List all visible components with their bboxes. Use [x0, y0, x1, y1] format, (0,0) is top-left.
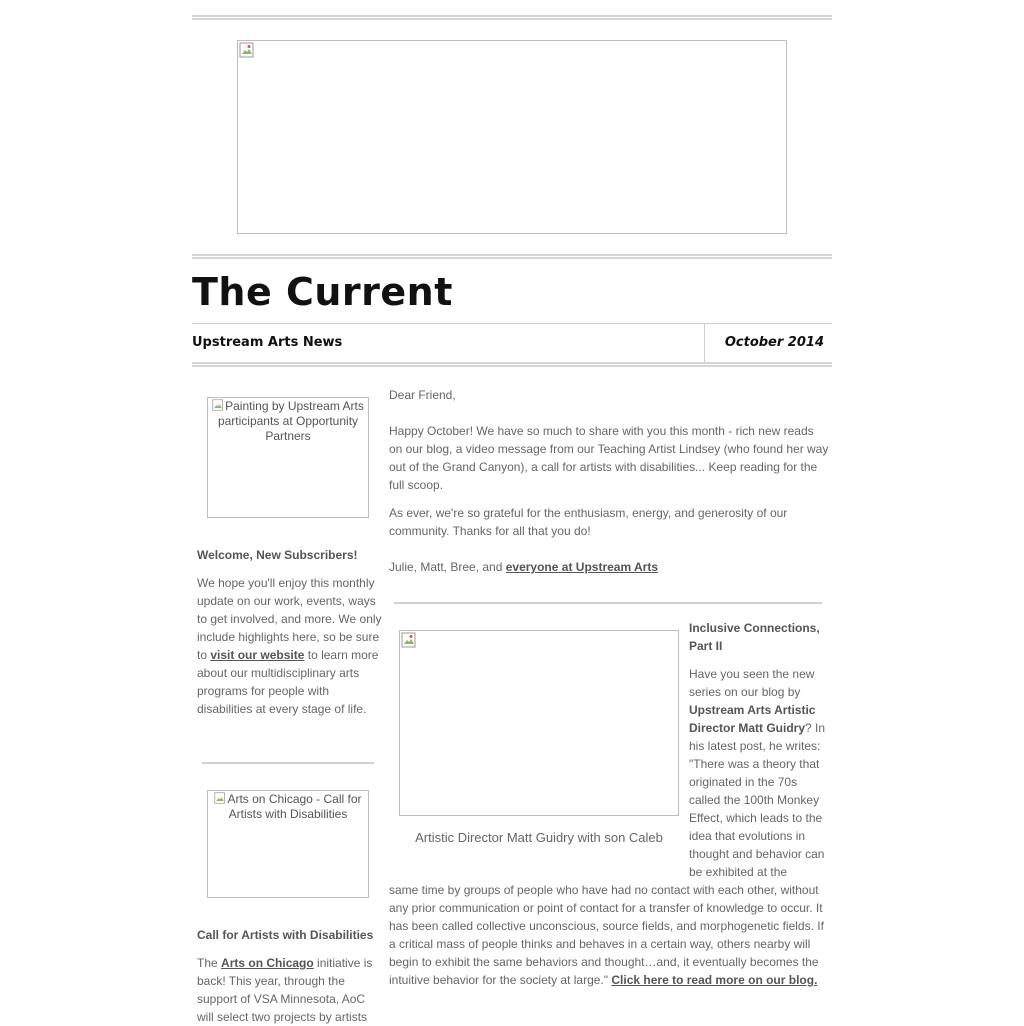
image-alt-text: Arts on Chicago - Call for Artists with Disabilities	[227, 792, 362, 821]
newsletter-title: The Current	[192, 270, 453, 314]
article-text-wide: same time by groups of people who have had no contact with each other, without any prior communication or point of contact for a transfer of knowledge to occur. It has been called collective unconscious, source fields, and morphogenetic fields. If a critical mass of people thinks and behaves in a certain way, others nearby will begin to exhibit the same behaviors and thought…and, it eventually becomes the intuitive behavior for the society at large." Click here to read more on our blog.	[389, 883, 824, 987]
title-top-divider	[192, 254, 832, 259]
newsletter	[192, 0, 832, 1024]
greeting: Dear Friend,	[389, 388, 456, 402]
banner-image	[237, 40, 787, 234]
subhead-bottom-divider	[192, 362, 832, 367]
signoff: Julie, Matt, Bree, and everyone at Upstream Arts	[389, 560, 659, 574]
article-text-narrow: Have you seen the new series on our blog by Upstream Arts Artistic Director Matt Guidry? In his latest post, he writes: "There was a theory that originated in the 70s called the 100th Monkey Effect, which leads to the idea that evolutions in thought and behavior can be exhibited at the	[689, 667, 826, 879]
top-divider	[192, 15, 832, 20]
read-more-link[interactable]: Click here to read more on our blog.	[611, 973, 818, 987]
broken-image-icon	[239, 42, 255, 58]
main-divider	[394, 602, 822, 604]
broken-image-icon	[214, 792, 226, 804]
newsletter-subtitle: Upstream Arts News	[192, 335, 343, 350]
subhead-bar	[192, 323, 832, 363]
broken-image-icon	[212, 399, 224, 411]
article-photo[interactable]	[399, 630, 679, 816]
sidebar-arts-on-chicago-image[interactable]	[207, 790, 369, 898]
subhead-separator	[704, 323, 705, 363]
visit-website-link[interactable]: visit our website	[210, 648, 305, 662]
sidebar-divider	[202, 762, 374, 764]
author-name: Upstream Arts Artistic Director Matt Guidry	[689, 703, 816, 735]
welcome-heading: Welcome, New Subscribers!	[197, 548, 358, 562]
call-text: The Arts on Chicago initiative is back! This year, through the support of VSA Minnesota, AoC will select two projects by artists	[197, 956, 373, 1024]
thanks-paragraph: As ever, we're so grateful for the enthusiasm, energy, and generosity of our community. Thanks for all that you do!	[389, 506, 788, 538]
arts-on-chicago-link[interactable]: Arts on Chicago	[221, 956, 314, 970]
issue-date: October 2014	[724, 335, 824, 350]
intro-paragraph: Happy October! We have so much to share with you this month - rich new reads on our blog, a video message from our Teaching Artist Lindsey (who found her way out of the Grand Canyon), a call for artists with disabilities... Keep reading for the full scoop.	[389, 424, 829, 492]
broken-image-icon	[401, 632, 417, 648]
everyone-at-upstream-link[interactable]: everyone at Upstream Arts	[505, 560, 659, 574]
call-heading: Call for Artists with Disabilities	[197, 928, 374, 942]
image-alt-text: Painting by Upstream Arts participants at Opportunity Partners	[217, 399, 364, 443]
article-heading: Inclusive Connections, Part II	[689, 621, 820, 653]
sidebar-painting-image[interactable]	[207, 397, 369, 518]
photo-caption: Artistic Director Matt Guidry with son Caleb	[415, 830, 663, 845]
welcome-text: We hope you'll enjoy this monthly update on our work, events, ways to get involved, and more. We only include highlights here, so be sure to visit our website to learn more about our multidisciplinary arts programs for people with disabilities at every stage of life.	[197, 576, 382, 716]
